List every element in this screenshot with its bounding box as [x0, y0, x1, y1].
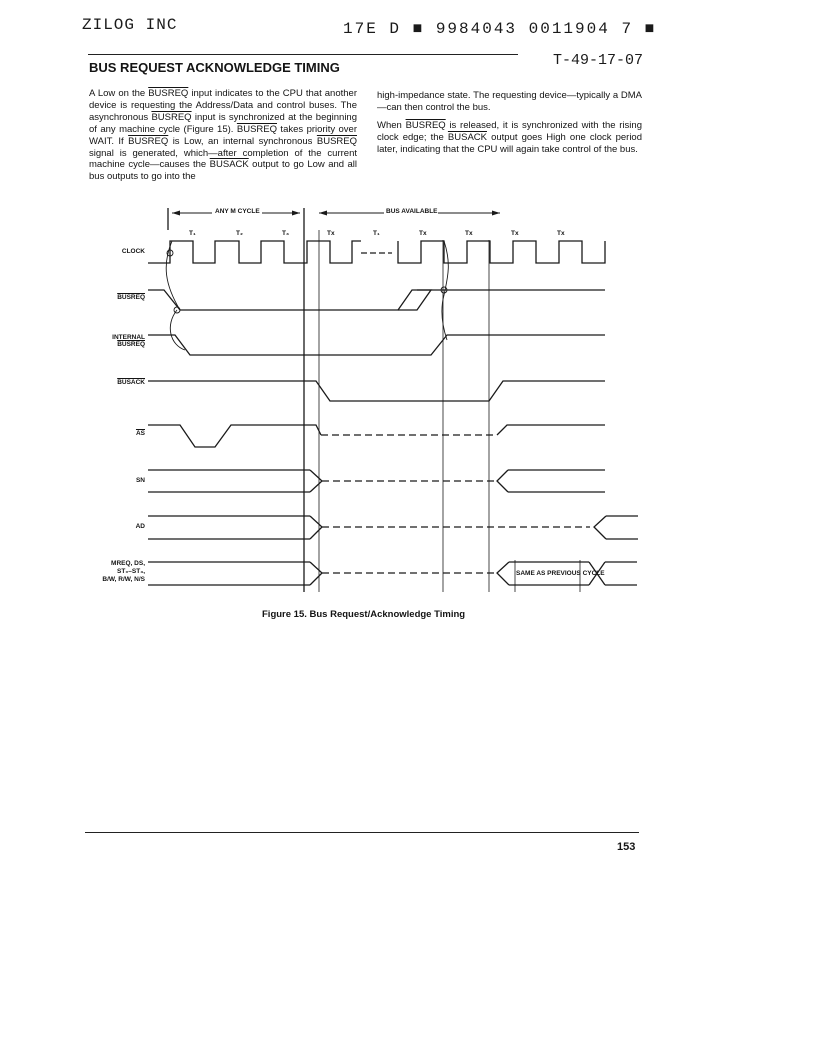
same-as-previous-label: SAME AS PREVIOUS CYCLE: [516, 570, 605, 577]
internal-busreq-label: INTERNAL BUSREQ: [112, 334, 145, 348]
any-m-cycle-label: ANY M CYCLE: [215, 208, 260, 215]
ad-label: AD: [135, 523, 145, 530]
body-paragraph-3: When BUSREQ is released, it is synchronized with the rising clock edge; the BUSACK output goes High one clock period later, indicating that the CPU will again take control of the bus.: [377, 119, 642, 155]
body-paragraph-2: high-impedance state. The requesting device—typically a DMA—can then control the bus.: [377, 90, 642, 113]
internal-busreq-waveform: [148, 335, 605, 355]
t-label: Tx: [419, 230, 427, 237]
bus-available-label: BUS AVAILABLE: [386, 208, 438, 215]
clock-label: CLOCK: [121, 248, 145, 255]
body-paragraph-1: A Low on the BUSREQ input indicates to the CPU that another device is requesting the Address/Data and control buses. The asynchronous BUSREQ input is synchronized at the beginning of any machine cycle (Figure 15). BUSREQ takes priority over WAIT. If BUSREQ is Low, an internal synchronous BUSREQ signal is generated, which—after completion of the current machine cycle—causes the BUSACK output to go Low and all bus outputs to go into the: [89, 88, 357, 183]
header-rule: [88, 54, 518, 55]
t-label: T₁: [189, 230, 196, 237]
t-label: Tx: [327, 230, 335, 237]
t-label: T₁: [373, 230, 380, 237]
t-label: Tx: [557, 230, 565, 237]
header-codes: 17E D ■ 9984043 0011904 7 ■: [343, 20, 657, 38]
footer-rule: [85, 832, 639, 833]
sn-label: SN: [135, 477, 145, 484]
t-label: T₃: [282, 230, 289, 237]
mreq-label: MREQ, DS, ST₀–ST₃, B/W, R/W, N/S: [102, 560, 145, 583]
busack-waveform: [148, 381, 605, 401]
body-column-2: [377, 90, 642, 162]
section-title: BUS REQUEST ACKNOWLEDGE TIMING: [89, 60, 340, 75]
as-waveform: [148, 425, 321, 447]
document-number: T-49-17-07: [553, 52, 644, 69]
busack-label: BUSACK: [117, 379, 145, 386]
page-number: 153: [617, 841, 636, 853]
t-label: T₂: [236, 230, 243, 237]
t-label: Tx: [511, 230, 519, 237]
clock-waveform: [148, 241, 361, 263]
busreq-label: BUSREQ: [117, 294, 145, 301]
figure-caption: Figure 15. Bus Request/Acknowledge Timing: [262, 609, 466, 620]
busreq-waveform: [148, 290, 605, 310]
t-label: Tx: [465, 230, 473, 237]
body-column-1: [89, 88, 357, 189]
company-header: ZILOG INC: [82, 16, 178, 34]
as-label: $\overline{AS}$: [135, 430, 145, 437]
